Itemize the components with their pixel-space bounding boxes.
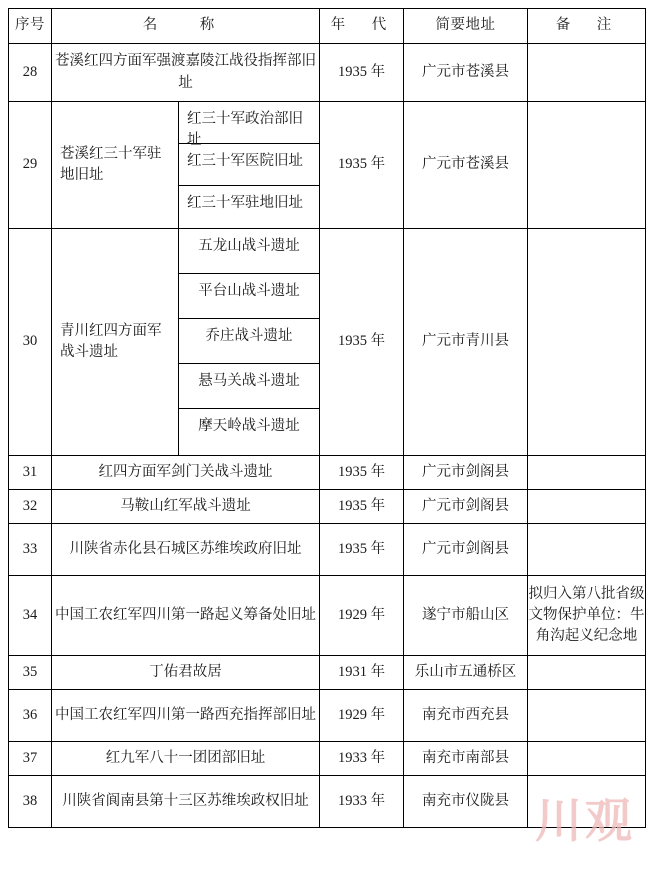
- row-subitem: 摩天岭战斗遗址: [198, 418, 300, 434]
- header-name: 名 称: [52, 9, 320, 44]
- row-address: 乐山市五通桥区: [404, 656, 528, 690]
- row-name: 马鞍山红军战斗遗址: [52, 490, 320, 524]
- table-row: [9, 229, 646, 456]
- row-era: 1935 年: [320, 229, 404, 456]
- row-no: 36: [9, 690, 52, 742]
- row-subitem: 平台山战斗遗址: [179, 274, 319, 319]
- row-no: 34: [9, 576, 52, 656]
- table-row: [9, 524, 646, 576]
- heritage-registry-table: [8, 8, 646, 828]
- row-address: 广元市剑阁县: [404, 490, 528, 524]
- header-address: 简要地址: [404, 9, 528, 44]
- table-row: [9, 490, 646, 524]
- table-row: [9, 576, 646, 656]
- row-era: 1931 年: [320, 656, 404, 690]
- row-address: 遂宁市船山区: [404, 576, 528, 656]
- row-no: 28: [9, 44, 52, 102]
- table-header-row: [9, 9, 646, 44]
- row-no: 37: [9, 742, 52, 776]
- row-subitem: 红三十军医院旧址: [179, 144, 319, 186]
- row-remark: [528, 524, 646, 576]
- row-era: 1929 年: [320, 576, 404, 656]
- row-no: 30: [9, 229, 52, 456]
- table-row: [9, 456, 646, 490]
- row-no: 35: [9, 656, 52, 690]
- row-remark: [528, 229, 646, 456]
- row-subitem: 红三十军政治部旧址: [179, 102, 319, 144]
- row-name: 中国工农红军四川第一路起义筹备处旧址: [52, 576, 320, 656]
- row-remark: [528, 102, 646, 229]
- table-row: [9, 742, 646, 776]
- row-era: 1935 年: [320, 44, 404, 102]
- table-row: [9, 102, 646, 229]
- row-address: 广元市剑阁县: [404, 456, 528, 490]
- document-sheet: [8, 8, 645, 828]
- row-subitem: 悬马关战斗遗址: [179, 364, 319, 409]
- row-subitems: [178, 102, 319, 228]
- row-subitems: [178, 229, 319, 455]
- row-no: 33: [9, 524, 52, 576]
- row-subitem: 五龙山战斗遗址: [179, 229, 319, 274]
- watermark: 川观: [535, 796, 635, 848]
- row-address: 广元市剑阁县: [404, 524, 528, 576]
- row-name-group: [52, 102, 320, 229]
- row-era: 1933 年: [320, 776, 404, 828]
- row-remark: [528, 44, 646, 102]
- row-address: 南充市西充县: [404, 690, 528, 742]
- table-row: [9, 44, 646, 102]
- row-era: 1935 年: [320, 102, 404, 229]
- row-remark: [528, 490, 646, 524]
- row-name: 红九军八十一团团部旧址: [52, 742, 320, 776]
- row-no: 38: [9, 776, 52, 828]
- row-no: 32: [9, 490, 52, 524]
- row-address: 南充市仪陇县: [404, 776, 528, 828]
- row-remark: [528, 656, 646, 690]
- row-era: 1935 年: [320, 524, 404, 576]
- row-no: 31: [9, 456, 52, 490]
- row-name: 川陕省阆南县第十三区苏维埃政权旧址: [52, 776, 320, 828]
- header-remark: 备 注: [528, 9, 646, 44]
- table-row: [9, 690, 646, 742]
- row-name: 红四方面军剑门关战斗遗址: [52, 456, 320, 490]
- row-remark: [528, 742, 646, 776]
- table-row: [9, 656, 646, 690]
- row-address: 广元市青川县: [404, 229, 528, 456]
- row-era: 1935 年: [320, 490, 404, 524]
- row-address: 广元市苍溪县: [404, 102, 528, 229]
- header-era: 年 代: [320, 9, 404, 44]
- row-name: 川陕省赤化县石城区苏维埃政府旧址: [52, 524, 320, 576]
- row-era: 1933 年: [320, 742, 404, 776]
- row-subitem: 红三十军驻地旧址: [187, 195, 303, 211]
- row-name: 青川红四方面军战斗遗址: [60, 322, 162, 360]
- row-remark: [528, 776, 646, 828]
- row-remark: [528, 690, 646, 742]
- row-address: 南充市南部县: [404, 742, 528, 776]
- row-era: 1935 年: [320, 456, 404, 490]
- row-remark: [528, 456, 646, 490]
- row-name: 中国工农红军四川第一路西充指挥部旧址: [52, 690, 320, 742]
- header-no: 序号: [9, 9, 52, 44]
- row-name: 苍溪红三十军驻地旧址: [60, 145, 162, 183]
- row-remark: 拟归入第八批省级文物保护单位：牛角沟起义纪念地: [528, 576, 646, 656]
- row-address: 广元市苍溪县: [404, 44, 528, 102]
- row-subitem: 乔庄战斗遗址: [179, 319, 319, 364]
- row-era: 1929 年: [320, 690, 404, 742]
- table-row: [9, 776, 646, 828]
- row-name-group: [52, 229, 320, 456]
- row-name: 丁佑君故居: [52, 656, 320, 690]
- row-name: 苍溪红四方面军强渡嘉陵江战役指挥部旧址: [52, 44, 320, 102]
- row-no: 29: [9, 102, 52, 229]
